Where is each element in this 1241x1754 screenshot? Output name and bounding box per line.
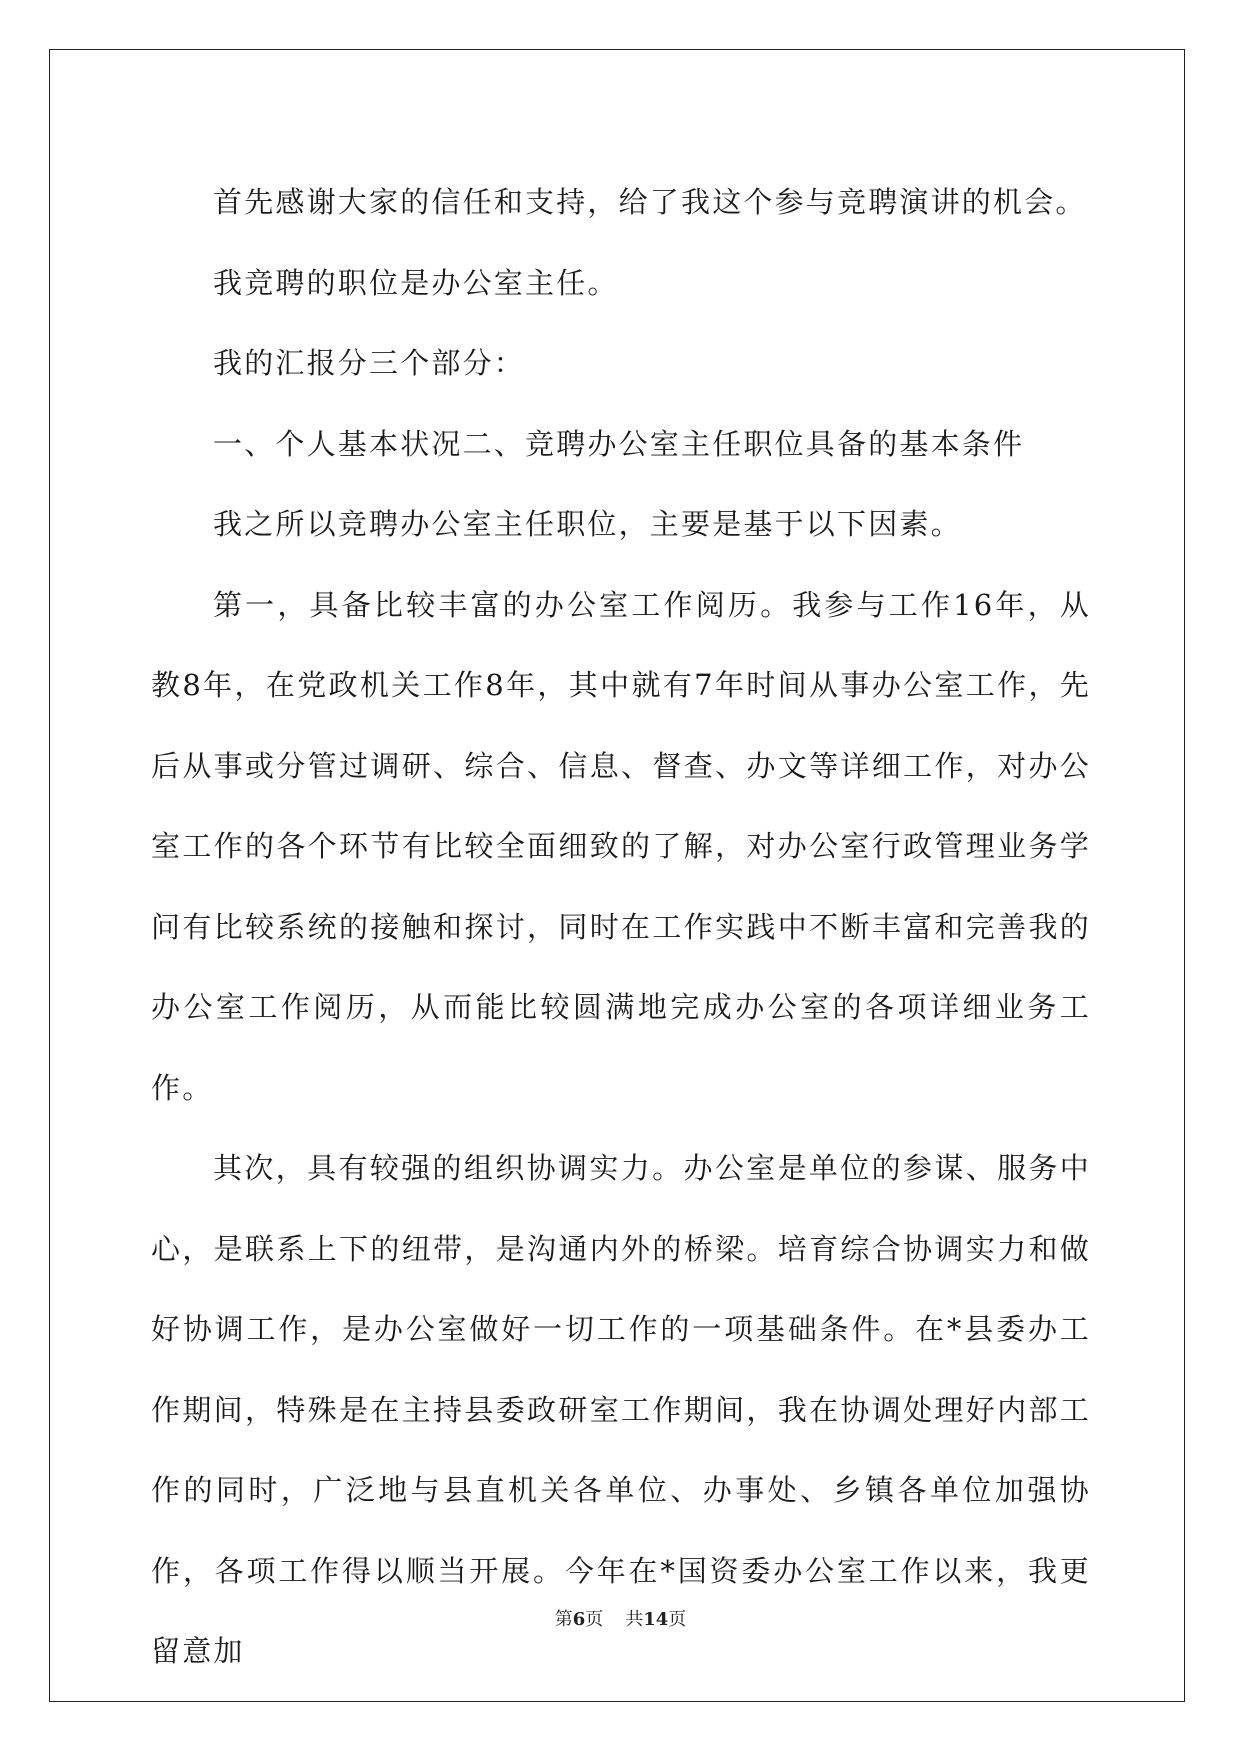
footer-prefix: 第 [554, 1609, 573, 1630]
footer-total-prefix: 共 [625, 1609, 644, 1630]
page-footer [0, 1608, 1241, 1632]
paragraph-first-reason: 第一，具备比较丰富的办公室工作阅历。我参与工作16年，从教8年，在党政机关工作8年，其中就有7年时间从事办公室工作，先后从事或分管过调研、综合、信息、督查、办文等详细工作，对办公室工作的各个环节有比较全面细致的了解，对办公室行政管理业务学问有比较系统的接触和探讨，同时在工作实践中不断丰富和完善我的办公室工作阅历，从而能比较圆满地完成办公室的各项详细业务工作。 [151, 587, 1091, 1105]
paragraph-second-reason: 其次，具有较强的组织协调实力。办公室是单位的参谋、服务中心，是联系上下的纽带，是沟通内外的桥梁。培育综合协调实力和做好协调工作，是办公室做好一切工作的一项基础条件。在*县委办工作期间，特殊是在主持县委政研室工作期间，我在协调处理好内部工作的同时，广泛地与县直机关各单位、办事处、乡镇各单位加强协作，各项工作得以顺当开展。今年在*国资委办公室工作以来，我更留意加 [151, 1151, 1091, 1668]
paragraph-section-heading: 一、个人基本状况二、竞聘办公室主任职位具备的基本条件 [213, 426, 1025, 461]
footer-page-number: 6 [572, 1609, 586, 1630]
paragraph-thanks: 首先感谢大家的信任和支持，给了我这个参与竞聘演讲的机会。 [213, 185, 1087, 219]
document-body [151, 162, 1091, 1692]
footer-total-pages: 14 [643, 1609, 669, 1630]
paragraph-report-parts: 我的汇报分三个部分： [213, 346, 526, 380]
paragraph-reasons-intro: 我之所以竞聘办公室主任职位，主要是基于以下因素。 [213, 507, 962, 541]
paragraph-position: 我竞聘的职位是办公室主任。 [213, 265, 619, 300]
footer-page-suffix: 页 [585, 1609, 604, 1630]
footer-total-suffix: 页 [668, 1609, 687, 1630]
